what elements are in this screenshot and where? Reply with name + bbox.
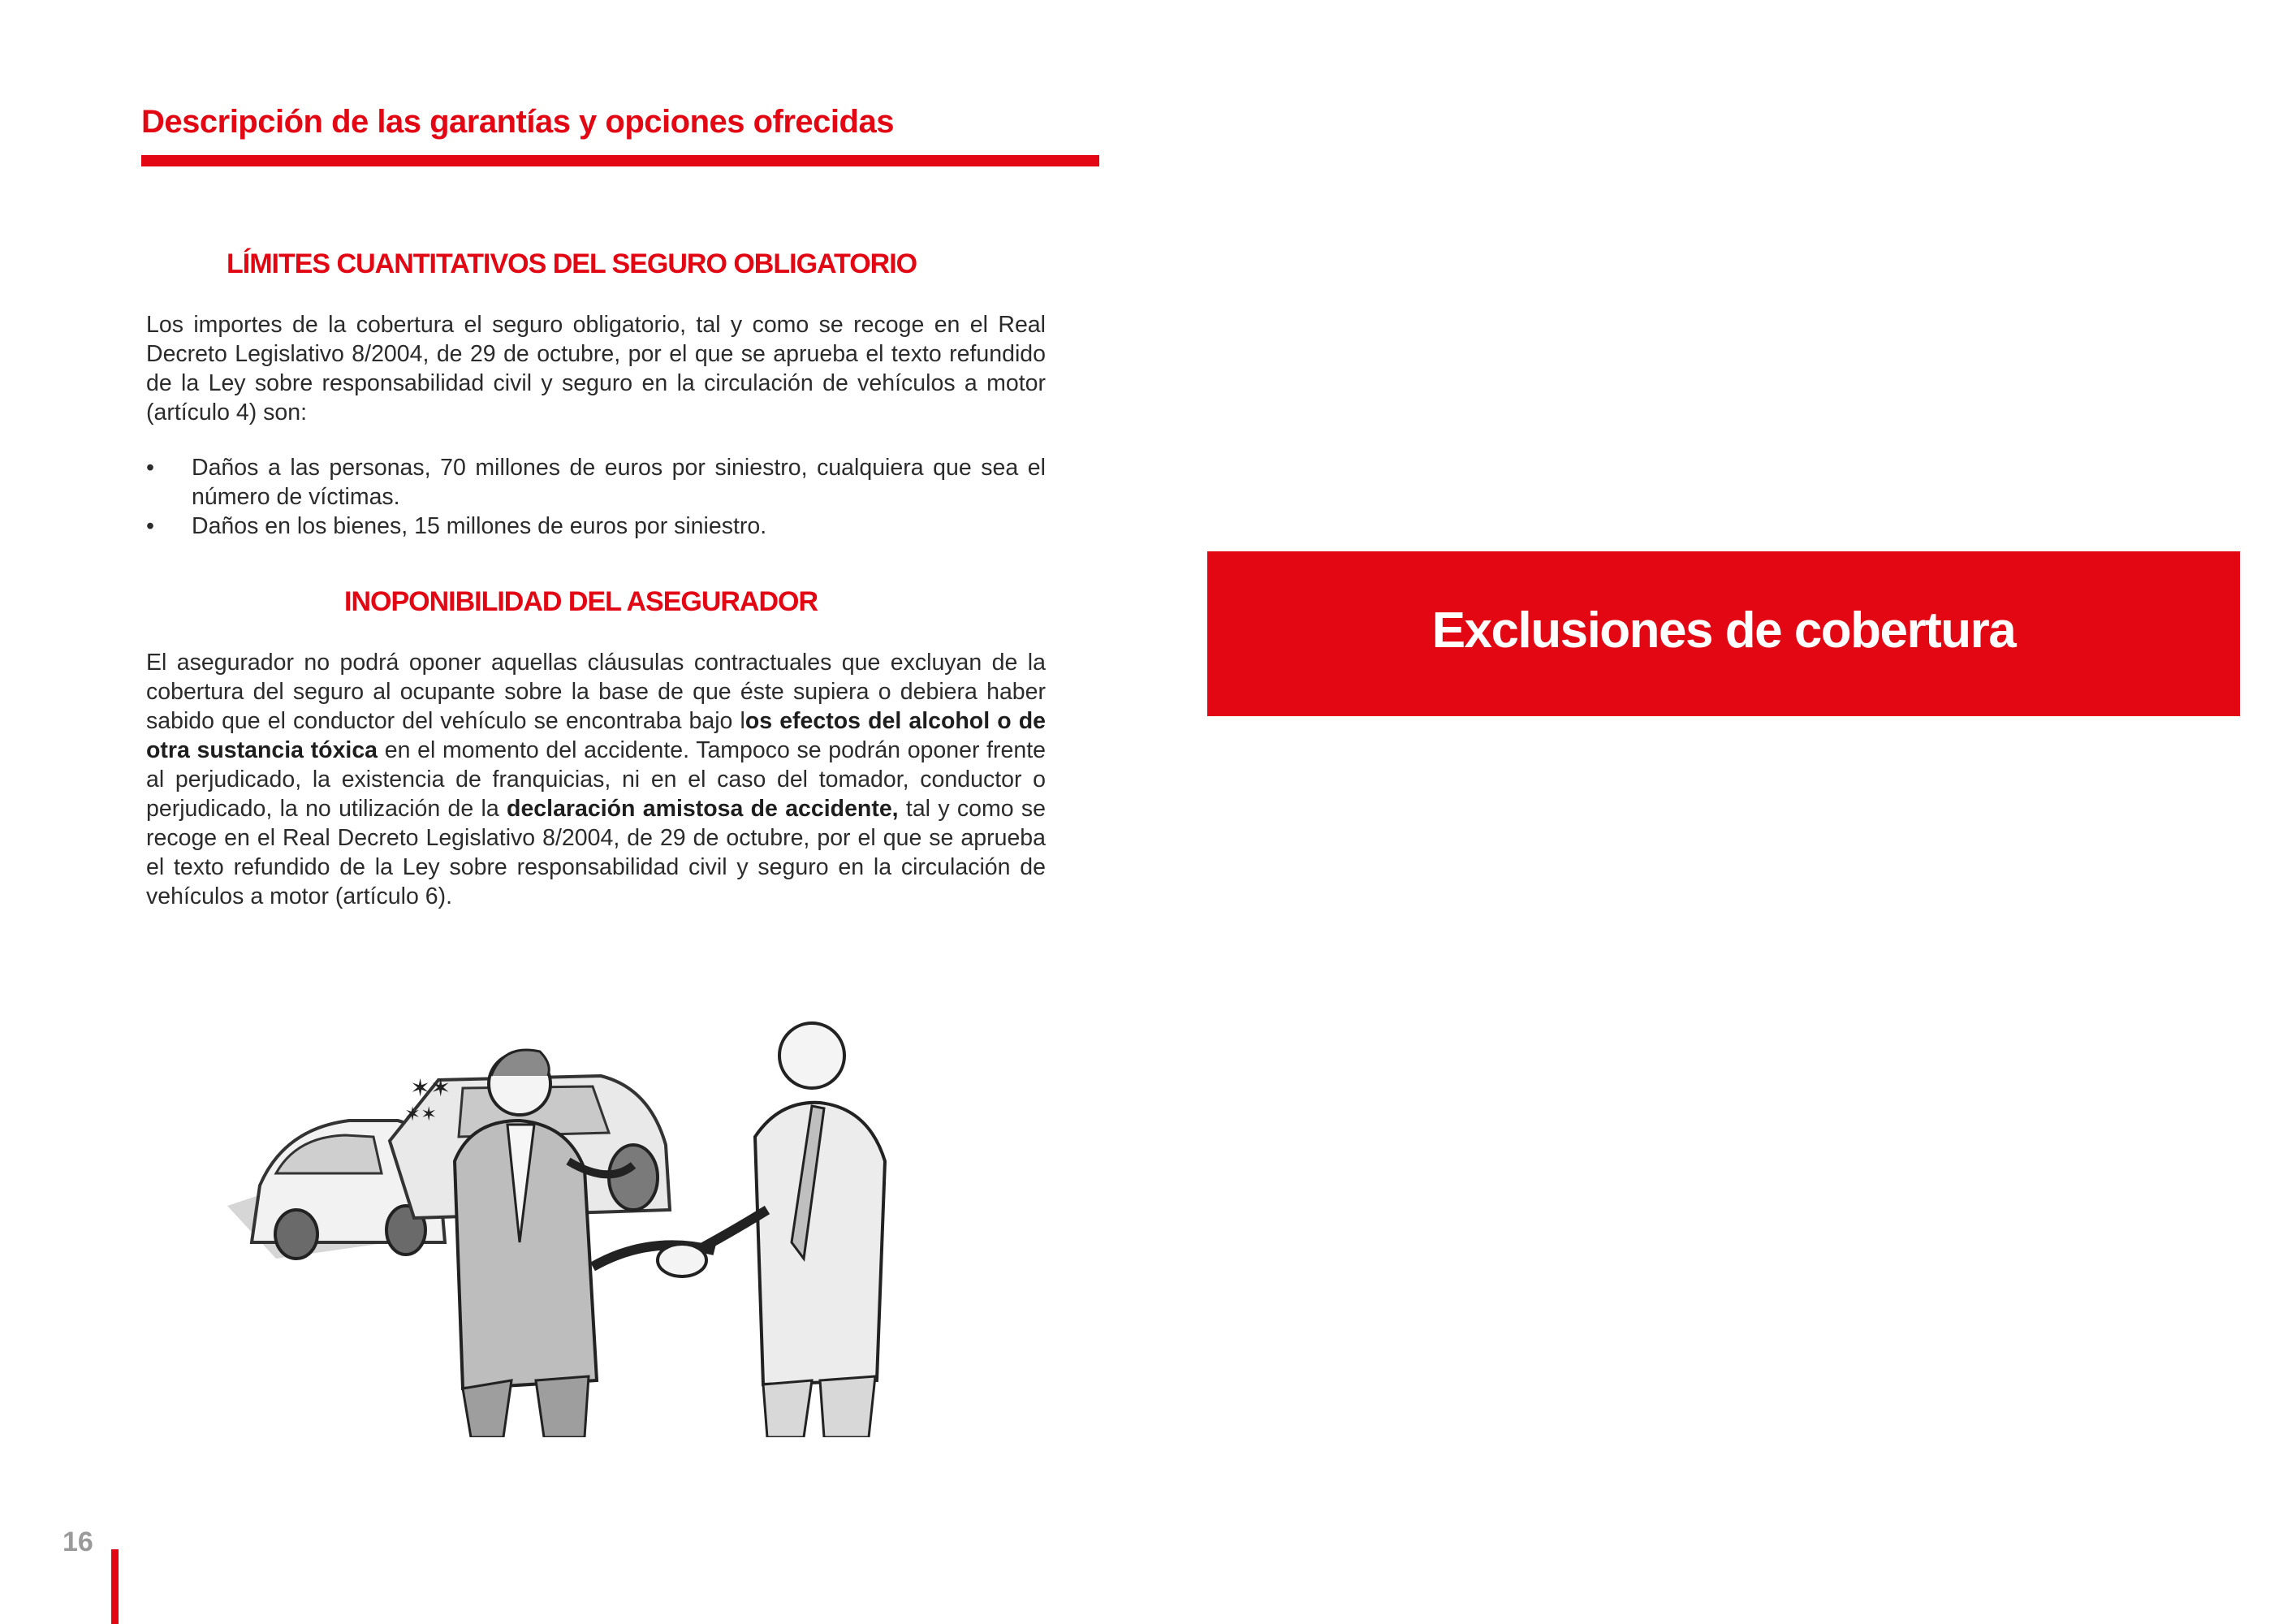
- header-rule: [141, 155, 1099, 166]
- header-title: Descripción de las garantías y opciones ofrecidas: [141, 104, 894, 140]
- bold-text-alcohol: os efectos del alcohol o de otra sustancia tóxica: [146, 708, 1046, 763]
- inoponibilidad-paragraph: [146, 648, 1046, 911]
- page-marker: [111, 1549, 119, 1624]
- bold-text-declaracion: declaración amistosa de accidente,: [507, 796, 899, 822]
- exclusions-banner: [1207, 551, 2240, 716]
- paragraph-text: El asegurador no podrá oponer aquellas cláusulas contractuales que excluyan de la cobertura del seguro al ocupante sobre la base de que éste supiera o debiera haber sabido que el conductor del vehículo se encontraba bajo l: [146, 650, 1046, 734]
- handshake-illustration: [227, 999, 926, 1437]
- list-item: • Daños a las personas, 70 millones de euros por siniestro, cualquiera que sea el número de víctimas.: [146, 453, 1046, 512]
- svg-text:✶✶: ✶✶: [404, 1103, 438, 1125]
- limits-bullet-list: [146, 453, 1046, 541]
- paragraph-text: tal y como se recoge en el Real Decreto Legislativo 8/2004, de 29 de octubre, por el que se aprueba el texto refundido de la Ley sobre responsabilidad civil y seguro en la circulación de vehículos a motor (artículo 6).: [146, 796, 1046, 909]
- list-item: • Daños en los bienes, 15 millones de euros por siniestro.: [146, 512, 1046, 541]
- section-heading-limits: LÍMITES CUANTITATIVOS DEL SEGURO OBLIGATORIO: [227, 248, 917, 279]
- svg-text:✶✶: ✶✶: [410, 1074, 451, 1103]
- paragraph-text: en el momento del accidente. Tampoco se podrán oponer frente al perjudicado, la existencia de franquicias, ni en el caso del tomador, conductor o perjudicado, la no utilización de la: [146, 737, 1046, 822]
- limits-intro-paragraph: Los importes de la cobertura el seguro obligatorio, tal y como se recoge en el Real Decreto Legislativo 8/2004, de 29 de octubre, por el que se aprueba el texto refundido de la Ley sobre responsabilidad civil y seguro en la circulación de vehículos a motor (artículo 4) son:: [146, 312, 1046, 425]
- exclusions-title: Exclusiones de cobertura: [1431, 603, 2016, 659]
- page-number: 16: [63, 1527, 93, 1557]
- section-heading-inoponibilidad: INOPONIBILIDAD DEL ASEGURADOR: [344, 586, 818, 617]
